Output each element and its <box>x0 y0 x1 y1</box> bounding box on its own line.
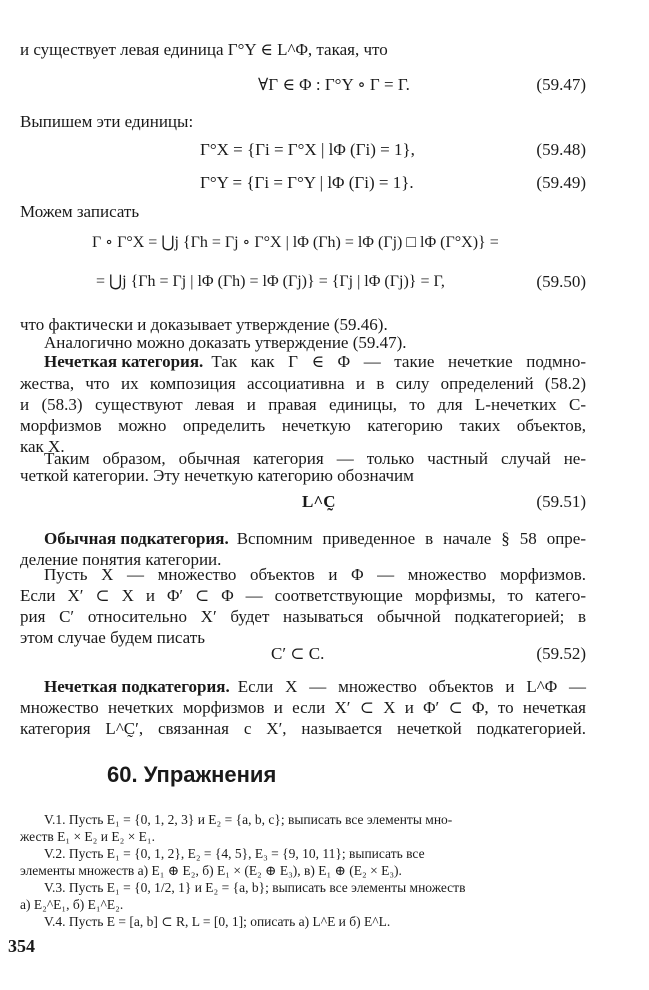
equation-number: (59.47) <box>536 75 586 94</box>
equation-number: (59.48) <box>536 140 586 159</box>
section-title: 60. Упражнения <box>107 762 277 787</box>
run-in-heading: Обычная подкатегория. <box>44 529 229 548</box>
equation-number: (59.51) <box>536 492 586 511</box>
text-line: как X. <box>20 437 65 456</box>
exercise-line: V.1. Пусть E₁ = {0, 1, 2, 3} и E₂ = {a, b, c}; выписать все элементы мно- <box>44 812 453 827</box>
text-line: Аналогично можно доказать утверждение (59.47). <box>44 333 407 352</box>
text-line: Можем записать <box>20 202 140 221</box>
equation-59-50-line1: Γ ∘ Γ°X = ⋃j {Γh = Γj ∘ Γ°X | lΦ (Γh) = lΦ (Γj) □ lΦ (Γ°X)} = <box>92 234 499 251</box>
text-line: и (58.3) существуют левая и правая единицы, то для L-нечетких C- <box>20 395 586 414</box>
run-in-heading: Нечеткая подкатегория. <box>44 677 230 696</box>
equation-59-50-line2: = ⋃j {Γh = Γj | lΦ (Γh) = lΦ (Γj)} = {Γj | lΦ (Γj)} = Γ, <box>96 273 445 290</box>
text-line: Пусть X — множество объектов и Φ — множество морфизмов. <box>44 565 586 584</box>
equation-number: (59.50) <box>536 272 586 291</box>
equation-59-51: L^C̰ <box>302 492 336 511</box>
text-run: Если X — множество объектов и L^Φ — <box>237 677 586 696</box>
paragraph-line <box>44 352 586 372</box>
paragraph-line <box>44 529 586 549</box>
text-run: Вспомним приведенное в начале § 58 опре- <box>236 529 586 548</box>
exercise-line: V.3. Пусть E₁ = {0, 1/2, 1} и E₂ = {a, b}; выписать все элементы множеств <box>44 880 466 895</box>
text-run: Так как Γ ∈ Φ — такие нечеткие подмно- <box>211 352 586 371</box>
equation-number: (59.52) <box>536 644 586 663</box>
text-line: Выпишем эти единицы: <box>20 112 194 131</box>
text-line: жества, что их композиция ассоциативна и в силу определений (58.2) <box>20 374 586 393</box>
run-in-heading: Нечеткая категория. <box>44 352 204 371</box>
exercise-line: элементы множеств а) E₁ ⊕ E₂, б) E₁ × (E₂ ⊕ E₃), в) E₁ ⊕ (E₂ × E₃). <box>20 863 402 878</box>
text-line: и существует левая единица Γ°Y ∈ L^Φ, такая, что <box>20 40 388 59</box>
exercise-line: V.2. Пусть E₁ = {0, 1, 2}, E₂ = {4, 5}, E₃ = {9, 10, 11}; выписать все <box>44 846 425 861</box>
text-line: рия C′ относительно X′ будет называться обычной подкатегорией; в <box>20 607 586 626</box>
exercise-line: жеств E₁ × E₂ и E₂ × E₁. <box>20 829 156 844</box>
text-line: этом случае будем писать <box>20 628 205 647</box>
text-line: четкой категории. Эту нечеткую категорию обозначим <box>20 466 414 485</box>
text-line: Таким образом, обычная категория — только частный случай не- <box>44 449 586 468</box>
exercise-line: V.4. Пусть E = [a, b] ⊂ R, L = [0, 1]; описать а) L^E и б) E^L. <box>44 914 391 929</box>
equation-59-48: Γ°X = {Γi = Γ°X | lΦ (Γi) = 1}, <box>200 140 415 159</box>
paragraph-line <box>44 677 586 697</box>
page-number: 354 <box>8 936 35 956</box>
equation-number: (59.49) <box>536 173 586 192</box>
text-line: деление понятия категории. <box>20 550 222 569</box>
exercise-line: а) E₂^E₁, б) E₁^E₂. <box>20 897 124 912</box>
text-line: Если X′ ⊂ X и Φ′ ⊂ Φ — соответствующие морфизмы, то катего- <box>20 586 586 605</box>
equation-59-49: Γ°Y = {Γi = Γ°Y | lΦ (Γi) = 1}. <box>200 173 414 192</box>
text-line: категория L^C̰′, связанная с X′, называется нечеткой подкатегорией. <box>20 719 586 738</box>
text-line: множество нечетких морфизмов и если X′ ⊂ X и Φ′ ⊂ Φ, то нечеткая <box>20 698 586 717</box>
equation-59-47: ∀Γ ∈ Φ : Γ°Y ∘ Γ = Γ. <box>258 75 410 94</box>
text-line: морфизмов можно определить нечеткую категорию таких объектов, <box>20 416 586 435</box>
text-line: что фактически и доказывает утверждение (59.46). <box>20 315 388 334</box>
equation-59-52: C′ ⊂ C. <box>271 644 325 663</box>
